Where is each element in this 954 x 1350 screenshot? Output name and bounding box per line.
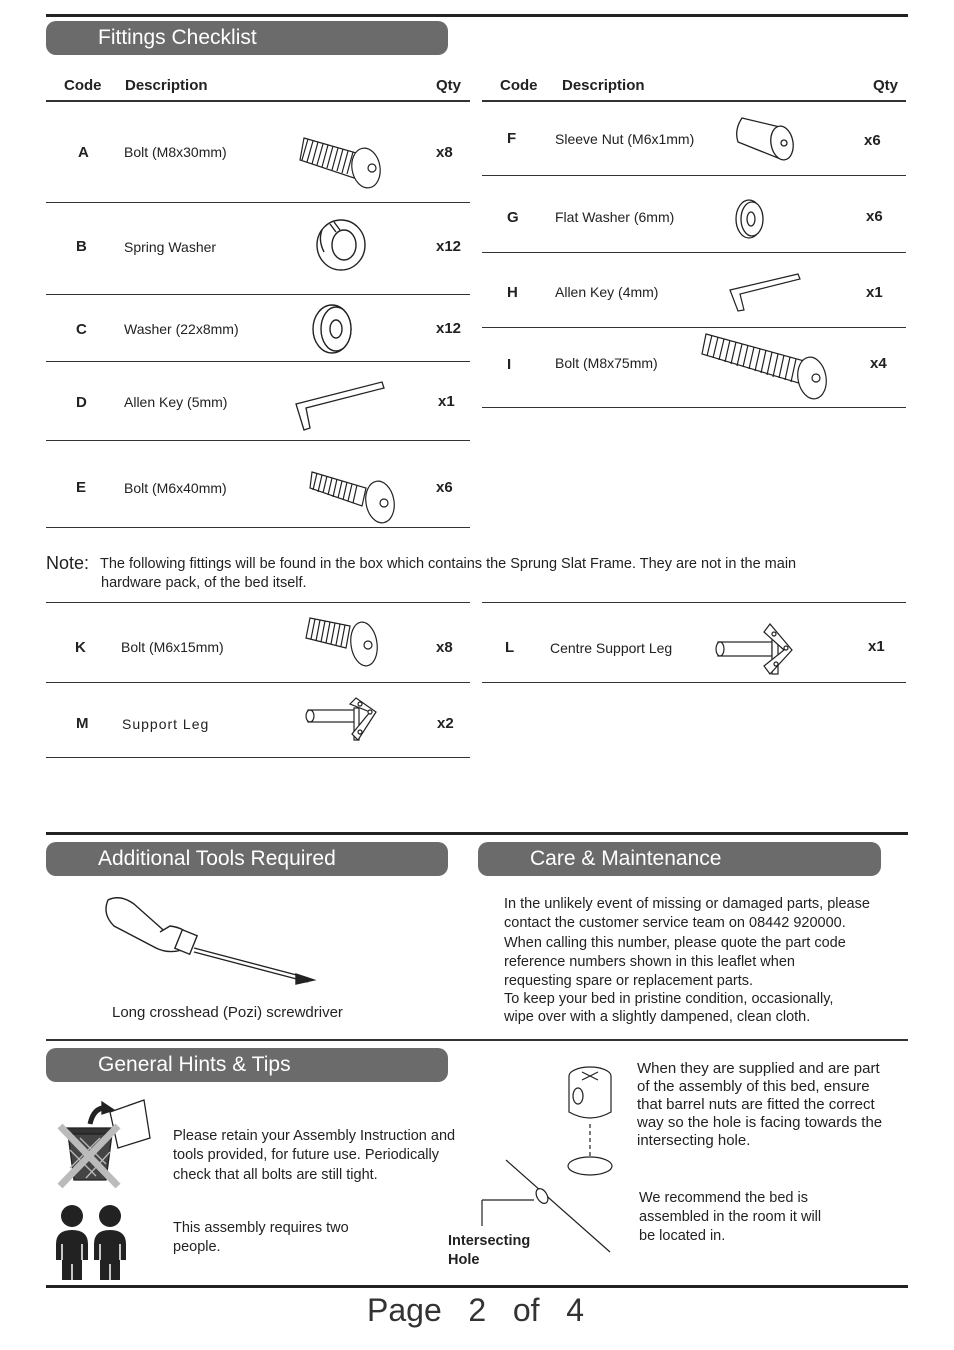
row-divider <box>46 202 470 203</box>
row-divider <box>46 294 470 295</box>
barrel-line: way so the hole is facing towards the <box>637 1114 883 1131</box>
note-line-1: The following fittings will be found in the box which contains the Sprung Slat Frame. They are not in the main <box>100 556 797 572</box>
two-people-line: This assembly requires two <box>173 1220 349 1236</box>
page-word: Page <box>367 1292 442 1328</box>
row-divider <box>46 440 470 441</box>
allen-key-icon <box>728 272 804 314</box>
part-description: Washer (22x8mm) <box>124 321 239 337</box>
note-line-2: hardware pack, of the bed itself. <box>101 575 307 591</box>
part-description: Support Leg <box>122 716 210 732</box>
part-description: Sleeve Nut (M6x1mm) <box>555 131 695 147</box>
part-description: Spring Washer <box>124 239 217 255</box>
part-description: Allen Key (4mm) <box>555 284 659 300</box>
recommend-line: be located in. <box>639 1228 726 1244</box>
part-code: B <box>76 238 87 255</box>
footer-rule <box>46 1285 908 1288</box>
spring-washer-icon <box>314 218 368 272</box>
part-description: Allen Key (5mm) <box>124 394 228 410</box>
care-line: When calling this number, please quote the part code <box>504 935 846 951</box>
part-qty: x12 <box>436 238 462 255</box>
row-divider <box>482 252 906 253</box>
note-label: Note: <box>46 553 90 573</box>
section-title-fittings: Fittings Checklist <box>46 21 448 55</box>
retain-line: Please retain your Assembly Instruction and <box>173 1128 456 1144</box>
header-rule <box>482 100 906 102</box>
bolt-icon <box>308 470 400 526</box>
col-code-header: Code <box>64 77 102 94</box>
retain-line: tools provided, for future use. Periodically <box>173 1147 439 1163</box>
support-leg-icon <box>304 696 382 744</box>
part-qty: x1 <box>866 284 883 301</box>
col-desc-header: Description <box>562 77 645 94</box>
allen-key-icon <box>292 380 388 432</box>
part-description: Centre Support Leg <box>550 640 673 656</box>
part-description: Bolt (M8x75mm) <box>555 355 658 371</box>
section-rule <box>46 832 908 835</box>
washer-icon <box>310 303 354 355</box>
row-divider <box>482 602 906 603</box>
barrel-line: that barrel nuts are fitted the correct <box>637 1096 875 1113</box>
part-code: A <box>78 144 89 161</box>
part-qty: x8 <box>436 639 453 656</box>
page-of: of <box>512 1292 540 1328</box>
barrel-line: When they are supplied and are part <box>637 1060 880 1077</box>
part-code: I <box>507 356 512 373</box>
page-current: 2 <box>468 1292 487 1328</box>
care-line: requesting spare or replacement parts. <box>504 973 754 989</box>
bolt-icon <box>298 136 388 190</box>
page-total: 4 <box>566 1292 585 1328</box>
bolt-icon <box>304 616 386 672</box>
barrel-line: intersecting hole. <box>637 1132 751 1149</box>
part-qty: x6 <box>864 132 881 149</box>
flat-washer-icon <box>734 198 768 240</box>
section-rule <box>46 1039 908 1041</box>
no-bin-icon <box>56 1098 152 1190</box>
retain-line: check that all bolts are still tight. <box>173 1167 378 1183</box>
row-divider <box>482 327 906 328</box>
part-code: C <box>76 321 87 338</box>
part-qty: x1 <box>438 393 455 410</box>
part-qty: x2 <box>437 715 454 732</box>
col-qty-header: Qty <box>873 77 899 94</box>
section-title-tools: Additional Tools Required <box>46 842 448 876</box>
page-indicator <box>367 1292 584 1329</box>
part-qty: x6 <box>866 208 883 225</box>
section-title-hints: General Hints & Tips <box>46 1048 448 1082</box>
row-divider <box>482 407 906 408</box>
support-leg-icon <box>714 622 796 676</box>
row-divider <box>46 602 470 603</box>
two-people-icon <box>52 1204 132 1282</box>
part-qty: x1 <box>868 638 885 655</box>
intersecting-label: Hole <box>448 1252 480 1268</box>
part-description: Flat Washer (6mm) <box>555 209 675 225</box>
part-qty: x8 <box>436 144 453 161</box>
part-code: E <box>76 479 87 496</box>
row-divider <box>482 682 906 683</box>
part-code: D <box>76 394 87 411</box>
care-line: reference numbers shown in this leaflet when <box>504 954 795 970</box>
screwdriver-icon <box>100 892 322 988</box>
sleeve-nut-icon <box>734 116 798 164</box>
part-description: Bolt (M6x15mm) <box>121 639 224 655</box>
part-code: G <box>507 209 519 226</box>
top-rule <box>46 14 908 17</box>
part-code: H <box>507 284 518 301</box>
recommend-line: We recommend the bed is <box>639 1190 808 1206</box>
part-description: Bolt (M8x30mm) <box>124 144 227 160</box>
row-divider <box>46 527 470 528</box>
long-bolt-icon <box>700 332 834 402</box>
col-code-header: Code <box>500 77 538 94</box>
part-code: L <box>505 639 515 656</box>
barrel-nut-diagram <box>470 1062 620 1258</box>
recommend-line: assembled in the room it will <box>639 1209 822 1225</box>
row-divider <box>46 757 470 758</box>
care-line: wipe over with a slightly dampened, clean cloth. <box>504 1009 811 1025</box>
row-divider <box>482 175 906 176</box>
care-line: To keep your bed in pristine condition, occasionally, <box>504 991 834 1007</box>
part-description: Bolt (M6x40mm) <box>124 480 227 496</box>
screwdriver-caption: Long crosshead (Pozi) screwdriver <box>112 1004 343 1021</box>
two-people-line: people. <box>173 1239 221 1255</box>
barrel-line: of the assembly of this bed, ensure <box>637 1078 870 1095</box>
section-title-care: Care & Maintenance <box>478 842 881 876</box>
part-qty: x12 <box>436 320 462 337</box>
part-qty: x4 <box>870 355 887 372</box>
col-desc-header: Description <box>125 77 208 94</box>
care-line: In the unlikely event of missing or damaged parts, please <box>504 896 870 912</box>
part-qty: x6 <box>436 479 453 496</box>
part-code: K <box>75 639 86 656</box>
part-code: M <box>76 715 89 732</box>
row-divider <box>46 682 470 683</box>
care-line: contact the customer service team on 08442 920000. <box>504 915 846 931</box>
col-qty-header: Qty <box>436 77 462 94</box>
part-code: F <box>507 130 517 147</box>
intersecting-label: Intersecting <box>448 1233 531 1249</box>
row-divider <box>46 361 470 362</box>
header-rule <box>46 100 470 102</box>
